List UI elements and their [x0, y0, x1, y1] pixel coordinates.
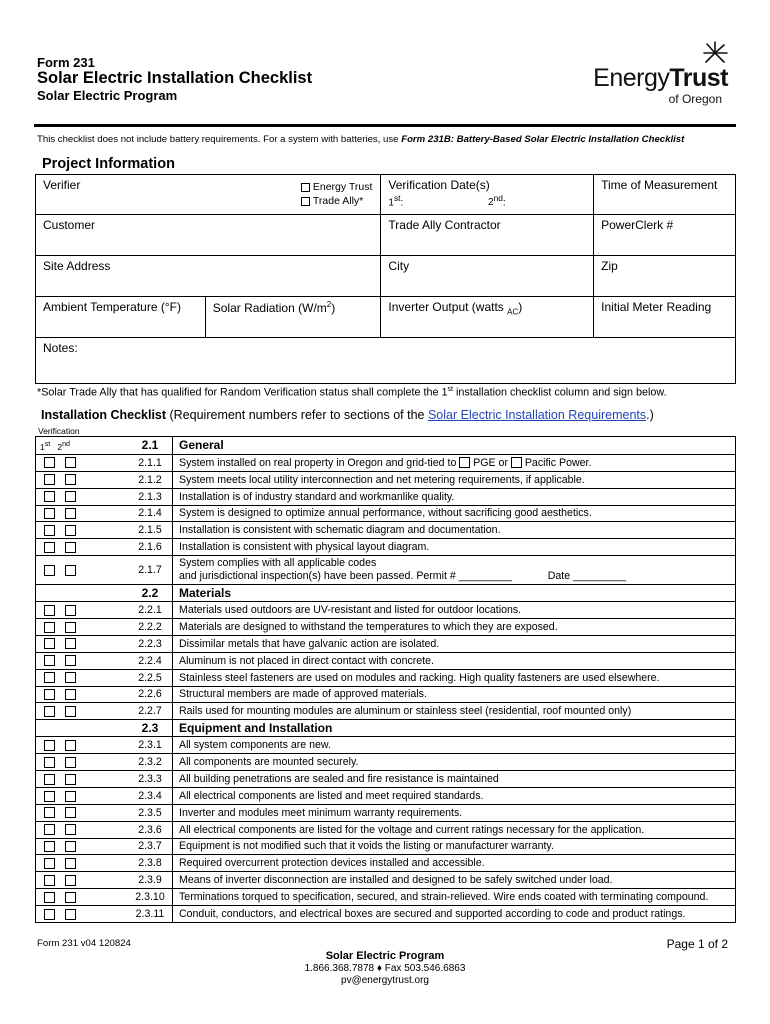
requirement-text: System installed on real property in Oregon and grid-tied to PGE or Pacific Power.	[173, 454, 736, 471]
page-title: Solar Electric Installation Checklist	[37, 69, 313, 87]
energy-trust-option[interactable]: Energy Trust	[301, 180, 373, 194]
table-row	[36, 754, 736, 771]
section-title-equipment: Equipment and Installation	[173, 720, 736, 737]
checkbox-2nd[interactable]	[65, 542, 76, 553]
requirement-number: 2.2.6	[128, 686, 173, 703]
checkbox-2nd[interactable]	[65, 508, 76, 519]
table-row	[36, 602, 736, 619]
table-row	[36, 652, 736, 669]
customer-field[interactable]: Customer	[36, 215, 381, 256]
requirement-text: Equipment is not modified such that it voids the listing or manufacturer warranty.	[173, 838, 736, 855]
footer-phone-fax: 1.866.368.7878 ♦ Fax 503.546.6863	[304, 963, 466, 974]
requirement-number: 2.3.2	[128, 754, 173, 771]
footer-email[interactable]: pv@energytrust.org	[341, 975, 429, 986]
requirement-number: 2.1.3	[128, 488, 173, 505]
checkbox-1st[interactable]	[44, 672, 55, 683]
ambient-temperature-field[interactable]: Ambient Temperature (°F)	[36, 297, 206, 338]
requirement-number: 2.2.1	[128, 602, 173, 619]
table-row	[36, 635, 736, 652]
requirement-number: 2.1.6	[128, 539, 173, 556]
requirement-text: All system components are new.	[173, 737, 736, 754]
time-of-measurement-field[interactable]: Time of Measurement	[594, 175, 736, 215]
project-info-table	[35, 174, 736, 384]
requirement-text: Structural members are made of approved materials.	[173, 686, 736, 703]
requirement-number: 2.3.7	[128, 838, 173, 855]
inverter-output-field[interactable]: Inverter Output (watts $_{AC}$)	[381, 297, 594, 338]
battery-note: This checklist does not include battery requirements. For a system with batteries, use Form 231B: Battery-Based Solar Electric Installation Checklist	[37, 134, 685, 145]
table-row	[36, 686, 736, 703]
requirement-number: 2.3.3	[128, 770, 173, 787]
checkbox-2nd[interactable]	[65, 807, 76, 818]
checkbox-2nd[interactable]	[65, 858, 76, 869]
checkbox[interactable]	[301, 197, 310, 206]
requirement-text: Materials used outdoors are UV-resistant and listed for outdoor locations.	[173, 602, 736, 619]
pacific-power-checkbox[interactable]	[511, 457, 522, 468]
requirement-text: Means of inverter disconnection are installed and designed to be safely switched under load.	[173, 872, 736, 889]
requirement-text: System meets local utility interconnection and net metering requirements, if applicable.	[173, 471, 736, 488]
checkbox-1st[interactable]	[44, 655, 55, 666]
requirement-number: 2.3.11	[128, 906, 173, 923]
checkbox-1st[interactable]	[44, 841, 55, 852]
checkbox-2nd[interactable]	[65, 474, 76, 485]
requirement-text: All electrical components are listed and meet required standards.	[173, 787, 736, 804]
checkbox-1st[interactable]	[44, 689, 55, 700]
trade-ally-option[interactable]: Trade Ally*	[301, 194, 373, 208]
checkbox-1st[interactable]	[44, 508, 55, 519]
checkbox-1st[interactable]	[44, 565, 55, 576]
checkbox-1st[interactable]	[44, 757, 55, 768]
verifier-field[interactable]: Verifier Energy Trust Trade Ally*	[36, 175, 381, 215]
requirement-number: 2.2.5	[128, 669, 173, 686]
checkbox-2nd[interactable]	[65, 757, 76, 768]
checkbox-2nd[interactable]	[65, 824, 76, 835]
checkbox-1st[interactable]	[44, 774, 55, 785]
table-row	[36, 669, 736, 686]
checkbox-2nd[interactable]	[65, 875, 76, 886]
requirement-text: Aluminum is not placed in direct contact with concrete.	[173, 652, 736, 669]
requirement-text: Installation is of industry standard and workmanlike quality.	[173, 488, 736, 505]
checkbox-1st[interactable]	[44, 740, 55, 751]
checkbox-1st[interactable]	[44, 791, 55, 802]
requirement-number: 2.2.4	[128, 652, 173, 669]
table-row	[36, 821, 736, 838]
section-title-general: General	[173, 437, 736, 455]
requirement-number: 2.2.2	[128, 618, 173, 635]
requirement-number: 2.3.1	[128, 737, 173, 754]
table-row	[36, 703, 736, 720]
installation-checklist-title: Installation Checklist (Requirement numbers refer to sections of the Solar Electric Installation Requirements.)	[41, 408, 654, 422]
requirement-number: 2.3.6	[128, 821, 173, 838]
requirement-text: Inverter and modules meet minimum warranty requirements.	[173, 804, 736, 821]
requirement-text: All building penetrations are sealed and fire resistance is maintained	[173, 770, 736, 787]
requirement-number: 2.3.9	[128, 872, 173, 889]
form-version: Form 231 v04 120824	[37, 938, 131, 949]
checkbox-2nd[interactable]	[65, 841, 76, 852]
requirement-number: 2.1.4	[128, 505, 173, 522]
trade-ally-footnote: *Solar Trade Ally that has qualified for Random Verification status shall complete the 1st installation checklist column and sign below.	[37, 386, 667, 399]
requirement-text: System is designed to optimize annual performance, without sacrificing good aesthetics.	[173, 505, 736, 522]
requirement-text: Stainless steel fasteners are used on modules and racking. High quality fasteners are used elsewhere.	[173, 669, 736, 686]
checkbox-2nd[interactable]	[65, 565, 76, 576]
checkbox-1st[interactable]	[44, 909, 55, 920]
requirement-number: 2.3.5	[128, 804, 173, 821]
checkbox-1st[interactable]	[44, 622, 55, 633]
requirement-text: Installation is consistent with physical layout diagram.	[173, 539, 736, 556]
verification-columns-header: 1st 2nd	[36, 437, 129, 455]
checkbox-2nd[interactable]	[65, 909, 76, 920]
footer-contact	[0, 950, 770, 987]
requirement-text: Dissimilar metals that have galvanic action are isolated.	[173, 635, 736, 652]
table-row	[36, 787, 736, 804]
checkbox-2nd[interactable]	[65, 672, 76, 683]
installation-checklist-table	[35, 436, 736, 923]
table-row	[36, 906, 736, 923]
header-rule	[34, 124, 736, 127]
checkbox-2nd[interactable]	[65, 706, 76, 717]
project-info-title: Project Information	[42, 156, 175, 172]
table-row	[36, 737, 736, 754]
logo-subtitle: of Oregon	[668, 92, 722, 106]
powerclerk-field[interactable]: PowerClerk #	[594, 215, 736, 256]
table-row	[36, 889, 736, 906]
table-row	[36, 454, 736, 471]
table-row	[36, 618, 736, 635]
checkbox-2nd[interactable]	[65, 638, 76, 649]
requirement-number: 2.2.3	[128, 635, 173, 652]
requirement-text: Rails used for mounting modules are aluminum or stainless steel (residential, roof mounted only)	[173, 703, 736, 720]
checkbox-1st[interactable]	[44, 858, 55, 869]
initial-meter-reading-field[interactable]: Initial Meter Reading	[594, 297, 736, 338]
checkbox-2nd[interactable]	[65, 774, 76, 785]
requirement-text: Terminations torqued to specification, secured, and strain-relieved. Wire ends coated with terminating compound.	[173, 889, 736, 906]
table-row	[36, 872, 736, 889]
requirement-number: 2.1.1	[128, 454, 173, 471]
section-title-materials: Materials	[173, 585, 736, 602]
requirement-number: 2.3.4	[128, 787, 173, 804]
city-field[interactable]: City	[381, 256, 594, 297]
checkbox-2nd[interactable]	[65, 892, 76, 903]
checkbox-2nd[interactable]	[65, 491, 76, 502]
checkbox-1st[interactable]	[44, 525, 55, 536]
energy-trust-logo: EnergyTrust	[593, 64, 728, 92]
section-number: 2.3	[128, 720, 173, 737]
checkbox-1st[interactable]	[44, 457, 55, 468]
zip-field[interactable]: Zip	[594, 256, 736, 297]
table-row	[36, 804, 736, 821]
checkbox-1st[interactable]	[44, 824, 55, 835]
table-row	[36, 770, 736, 787]
footer-program: Solar Electric Program	[325, 950, 445, 962]
table-row	[36, 539, 736, 556]
requirement-text: Conduit, conductors, and electrical boxes are secured and supported according to code and product ratings.	[173, 906, 736, 923]
requirements-link[interactable]: Solar Electric Installation Requirements	[427, 408, 647, 422]
verification-dates-field[interactable]: Verification Date(s) 1st: 2nd:	[381, 175, 594, 215]
requirement-number: 2.1.2	[128, 471, 173, 488]
checkbox-2nd[interactable]	[65, 791, 76, 802]
program-subtitle: Solar Electric Program	[37, 88, 178, 103]
verification-label: Verification	[38, 426, 80, 436]
checkbox-1st[interactable]	[44, 474, 55, 485]
form-number: Form 231	[37, 55, 95, 70]
table-row	[36, 838, 736, 855]
requirement-text: Materials are designed to withstand the temperatures to which they are exposed.	[173, 618, 736, 635]
solar-radiation-field[interactable]: Solar Radiation $(W/m^2)$	[205, 297, 381, 338]
section-number: 2.2	[128, 585, 173, 602]
requirement-text: All components are mounted securely.	[173, 754, 736, 771]
section-number: 2.1	[128, 437, 173, 455]
requirement-text: Installation is consistent with schematic diagram and documentation.	[173, 522, 736, 539]
requirement-number: 2.3.10	[128, 889, 173, 906]
checkbox-1st[interactable]	[44, 807, 55, 818]
checkbox-2nd[interactable]	[65, 622, 76, 633]
table-row	[36, 522, 736, 539]
checkbox-2nd[interactable]	[65, 740, 76, 751]
requirement-number: 2.2.7	[128, 703, 173, 720]
checkbox-1st[interactable]	[44, 605, 55, 616]
checkbox-1st[interactable]	[44, 491, 55, 502]
energy-trust-star-icon	[702, 40, 728, 66]
requirement-number: 2.3.8	[128, 855, 173, 872]
notes-field[interactable]: Notes:	[36, 338, 736, 384]
checkbox-2nd[interactable]	[65, 605, 76, 616]
checkbox-1st[interactable]	[44, 875, 55, 886]
table-row	[36, 471, 736, 488]
requirement-text: All electrical components are listed for the voltage and current ratings necessary for the application.	[173, 821, 736, 838]
checkbox[interactable]	[301, 183, 310, 192]
table-row	[36, 855, 736, 872]
checkbox-2nd[interactable]	[65, 689, 76, 700]
trade-ally-contractor-field[interactable]: Trade Ally Contractor	[381, 215, 594, 256]
requirement-text: Required overcurrent protection devices installed and accessible.	[173, 855, 736, 872]
requirement-text: System complies with all applicable codes and jurisdictional inspection(s) have been passed. Permit # _________ Date _________	[173, 556, 736, 585]
requirement-number: 2.1.5	[128, 522, 173, 539]
checkbox-2nd[interactable]	[65, 525, 76, 536]
checkbox-1st[interactable]	[44, 638, 55, 649]
table-row	[36, 488, 736, 505]
site-address-field[interactable]: Site Address	[36, 256, 381, 297]
checkbox-1st[interactable]	[44, 892, 55, 903]
pge-checkbox[interactable]	[459, 457, 470, 468]
checkbox-1st[interactable]	[44, 706, 55, 717]
requirement-number: 2.1.7	[128, 556, 173, 585]
page-number: Page 1 of 2	[666, 937, 728, 951]
table-row	[36, 556, 736, 585]
checkbox-2nd[interactable]	[65, 457, 76, 468]
checkbox-1st[interactable]	[44, 542, 55, 553]
table-row	[36, 505, 736, 522]
checkbox-2nd[interactable]	[65, 655, 76, 666]
